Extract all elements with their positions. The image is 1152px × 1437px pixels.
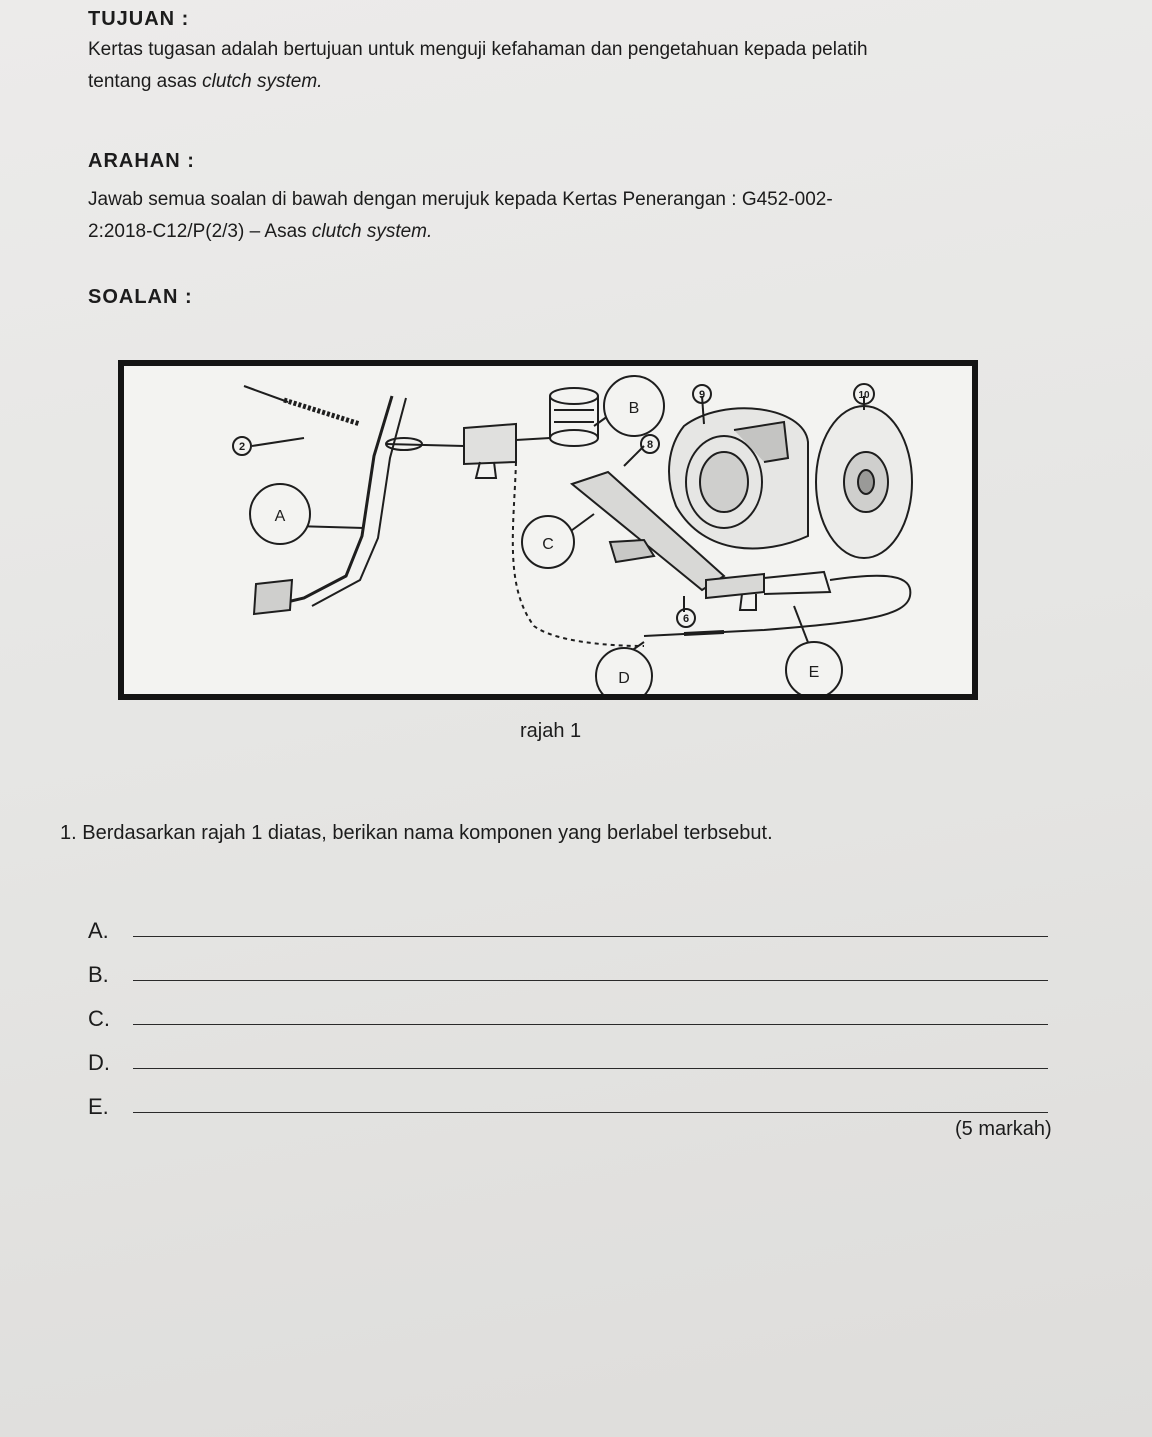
answer-row-e[interactable] [88, 1086, 1058, 1130]
label-B: B [628, 400, 640, 417]
answer-letter: A. [88, 918, 109, 943]
label-8: 8 [646, 439, 654, 451]
answer-line[interactable] [133, 1068, 1048, 1069]
question-1: 1. Berdasarkan rajah 1 diatas, berikan nama komponen yang berlabel terbsebut. [60, 822, 773, 844]
label-6: 6 [682, 613, 690, 625]
label-9: 9 [698, 389, 706, 401]
tujuan-heading: TUJUAN : [88, 8, 190, 30]
answer-line[interactable] [133, 936, 1048, 937]
reservoir-hose [516, 438, 550, 440]
label-D: D [618, 670, 630, 687]
tujuan-line-2-italic: clutch system. [202, 71, 323, 92]
label-10: 10 [858, 390, 870, 401]
answer-row-c[interactable] [88, 998, 1058, 1042]
pipe-fitting [684, 632, 724, 634]
answer-line[interactable] [133, 1112, 1048, 1113]
answer-line[interactable] [133, 980, 1048, 981]
soalan-heading: SOALAN : [88, 286, 193, 308]
answer-row-d[interactable] [88, 1042, 1058, 1086]
label-C: C [542, 536, 554, 553]
spring-hook [244, 386, 288, 402]
answer-row-b[interactable] [88, 954, 1058, 998]
marks-label: (5 markah) [955, 1118, 1052, 1140]
arahan-heading: ARAHAN : [88, 150, 195, 172]
reservoir-base [550, 430, 598, 446]
answer-letter: E. [88, 1094, 109, 1119]
tujuan-line-1: Kertas tugasan adalah bertujuan untuk menguji kefahaman dan pengetahuan kepada pelatih [88, 39, 868, 60]
label-A: A [274, 508, 286, 525]
master-cylinder-body [464, 424, 516, 464]
answer-letter: B. [88, 962, 109, 987]
answer-letter: D. [88, 1050, 110, 1075]
label-E: E [808, 664, 820, 681]
arahan-line-1: Jawab semua soalan di bawah dengan merujuk kepada Kertas Penerangan : G452-002- [88, 189, 833, 210]
tujuan-line-2 [88, 66, 868, 98]
bleeder-valve [740, 594, 756, 610]
slave-cylinder-body [764, 572, 830, 594]
label-2: 2 [238, 441, 246, 453]
clutch-system-diagram [118, 360, 978, 700]
arahan-line-2-italic: clutch system. [311, 221, 433, 242]
figure-caption: rajah 1 [520, 720, 582, 742]
answer-letter: C. [88, 1006, 110, 1031]
answer-line[interactable] [133, 1024, 1048, 1025]
leader-2 [252, 438, 304, 446]
pedal-pad [254, 580, 292, 614]
clutch-diagram-svg [124, 366, 972, 694]
tujuan-text [88, 34, 868, 98]
answer-row-a[interactable] [88, 910, 1058, 954]
clutch-disc-spline [858, 470, 874, 494]
diaphragm-spring [700, 452, 748, 512]
reservoir-cap [550, 388, 598, 404]
arahan-text [88, 184, 833, 248]
pedal-arm-edge [312, 398, 406, 606]
arahan-line-2 [88, 216, 833, 248]
leader-8 [624, 446, 644, 466]
master-cylinder-mount [476, 462, 496, 478]
reservoir-ribs [554, 410, 594, 422]
tujuan-line-2-text: tentang asas [88, 71, 203, 92]
push-rod [386, 444, 464, 446]
answer-list [88, 910, 1058, 1130]
arahan-line-2-text: 2:2018-C12/P(2/3) – Asas [88, 221, 312, 242]
return-spring [284, 400, 360, 424]
